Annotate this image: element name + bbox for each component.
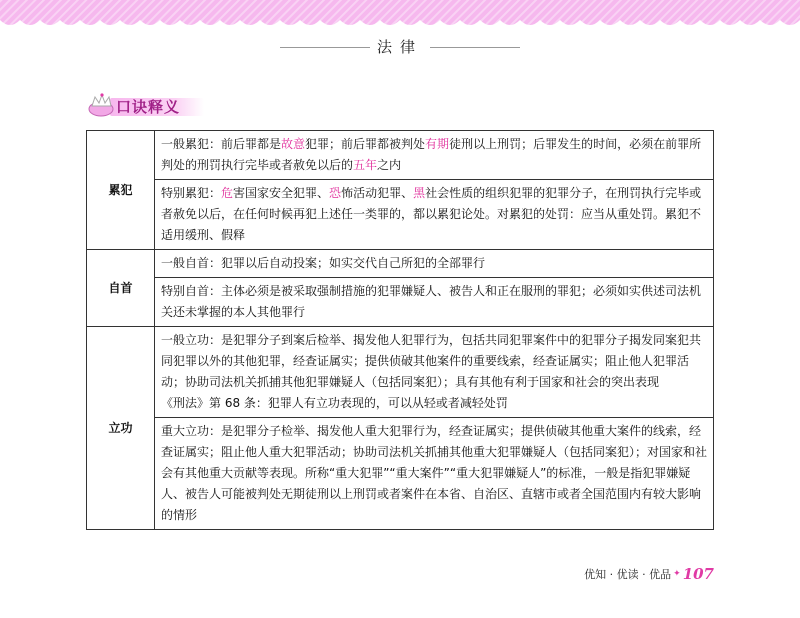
section-badge: [86, 92, 206, 118]
general-merit-cell: [155, 327, 714, 418]
footer-slogan: 优知 · 优读 · 优品: [584, 568, 672, 581]
table-row: [87, 278, 714, 327]
highlight-text: 危: [221, 186, 234, 200]
cell-text: 犯罪；前后罪都被判处: [305, 137, 426, 151]
highlight-text: 黑: [413, 186, 426, 200]
major-merit-cell: 重大立功：是犯罪分子检举、揭发他人重大犯罪行为，经查证属实；提供侦破其他重大案件的线索，经查证属实；阻止他人重大犯罪活动；协助司法机关抓捕其他重大犯罪嫌疑人（包括同案犯）；对国家和社会有其他重大贡献等表现。所称“重大犯罪”“重大案件”“重大犯罪嫌疑人”的标准，一般是指犯罪嫌疑人、被告人可能被判处无期徒刑以上刑罚或者案件在本省、自治区、直辖市或者全国范围内有较大影响的情形: [155, 418, 714, 530]
table-row: [87, 131, 714, 180]
table-row: [87, 418, 714, 530]
table-row: [87, 180, 714, 250]
page-header-title: 法律: [376, 38, 423, 56]
category-cell: 立功: [87, 327, 155, 530]
highlight-text: 故意: [281, 137, 306, 151]
criminal-law-article-text: 《刑法》第 68 条：犯罪人有立功表现的，可以从轻或者减轻处罚: [161, 396, 508, 410]
category-cell: 累犯: [87, 131, 155, 250]
cell-text: 社会性质的组织犯罪的犯罪分子，在刑罚执行完毕或者赦免以后，在任何时候再犯上述任一类罪的，都以累犯论处。对累犯的处罚：应当从重处罚。累犯不适用缓刑、假释: [161, 186, 702, 242]
highlight-text: 有期: [425, 137, 450, 151]
star-icon: ✦: [673, 569, 681, 579]
page-footer: [584, 565, 714, 583]
general-surrender-cell: 一般自首：犯罪以后自动投案；如实交代自己所犯的全部罪行: [155, 250, 714, 278]
highlight-text: 五年: [353, 158, 378, 172]
special-surrender-cell: 特别自首：主体必须是被采取强制措施的犯罪嫌疑人、被告人和正在服刑的罪犯；必须如实供述司法机关还未掌握的本人其他罪行: [155, 278, 714, 327]
cell-text: 怖活动犯罪、: [341, 186, 414, 200]
cell-text: 一般累犯：前后罪都是: [161, 137, 282, 151]
cell-text: 徒刑以上刑罚；后罪发生的时间，必须在前罪所判处的刑罚执行完毕或者赦免以后的: [161, 137, 702, 172]
special-recidivism-cell: [155, 180, 714, 250]
table-row: [87, 327, 714, 418]
cell-text: 之内: [377, 158, 402, 172]
cell-text: 害国家安全犯罪、: [233, 186, 330, 200]
cell-text: 特别累犯：: [161, 186, 222, 200]
section-title: 口诀释义: [116, 98, 181, 116]
table-row: [87, 250, 714, 278]
highlight-text: 恐: [329, 186, 342, 200]
law-summary-table: [86, 130, 714, 530]
general-recidivism-cell: [155, 131, 714, 180]
crown-icon: [86, 92, 120, 118]
category-cell: 自首: [87, 250, 155, 327]
page-number: 107: [682, 565, 714, 583]
general-merit-text: 一般立功：是犯罪分子到案后检举、揭发他人犯罪行为，包括共同犯罪案件中的犯罪分子揭发同案犯共同犯罪以外的其他犯罪，经查证属实；提供侦破其他案件的重要线索，经查证属实；阻止他人犯罪活动；协助司法机关抓捕其他犯罪嫌疑人（包括同案犯）；具有其他有利于国家和社会的突出表现: [161, 333, 702, 389]
